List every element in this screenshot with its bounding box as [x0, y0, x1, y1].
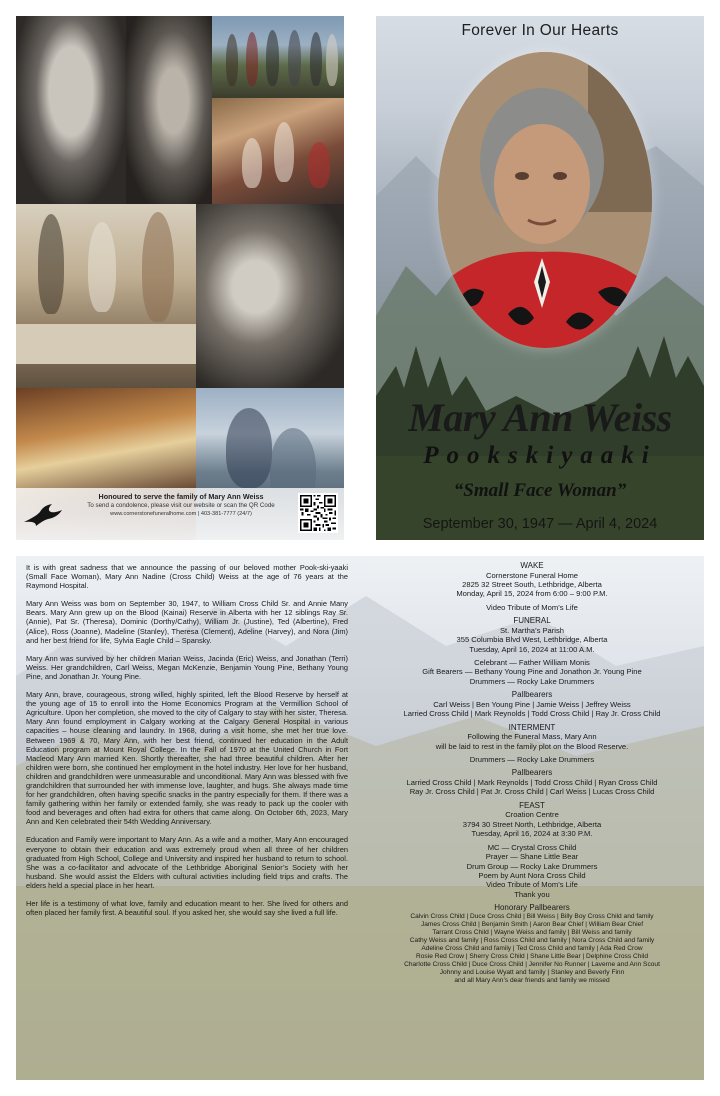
funeral-line: St. Martha’s Parish: [499, 625, 564, 635]
dove-icon: [22, 502, 64, 528]
photo-collage: [16, 16, 344, 540]
photo-family-on-bench: [212, 98, 344, 204]
interment-pallbearers-line: Larried Cross Child | Mark Reynolds | Todd Cross Child | Ryan Cross Child: [406, 778, 658, 788]
obituary-paragraph: Mary Ann, brave, courageous, strong willed, highly spirited, left the Blood Reserve by herself at the young age of 15 to enroll into the Home Economics Program at the Vermillion School of Agriculture. Upon her completion, she moved to the city of Calgary to stay with her sister, Theresa. Mary Ann found employment in Calgary working at the Calgary General Hospital in various capacities – house cleaning and laundry. In 1968, during a visit home, she met her true love. Between 1969 & 70, Mary Ann, with her best friend, continued her education in the Adult Education program at Mount Royal College. In the Fall of 1970 at the United Church in Fort Macleod Mary Ann married Ken. Shortly thereafter, she had three beautiful children. After her children were born, she continued her employment in the hotel industry. Her love for her husband, children and grandchildren were unmeasurable and unconditional. Mary Ann was blessed with five grandchildren that surrounded her with immense love, laughter, and hugs. She always made time for her grandchildren, often having specific snacks in the pantry especially for them. If there was a family gathering within her family or extended family, she was ready to pack up the cooler with food and beverages and often had extra for others that came along. On October 6th, 2023, Mary Ann and Ken celebrated their 54th Wedding Anniversary.: [26, 690, 348, 827]
program-line: Drum Group — Rocky Lake Drummers: [466, 861, 598, 871]
honorary-line: Tarrant Cross Child | Wayne Weiss and family | Bill Weiss and family: [432, 928, 632, 936]
funeral-line: 355 Columbia Blvd West, Lethbridge, Alberta: [456, 635, 608, 645]
wake-section: [368, 561, 696, 599]
pallbearers-section: [368, 690, 696, 718]
interment-line: will be laid to rest in the family plot on the Blood Reserve.: [435, 741, 629, 751]
photo-family-group-outdoors: [212, 16, 344, 98]
wake-heading: WAKE: [520, 561, 544, 570]
memorial-portrait-photo: [438, 52, 652, 348]
pallbearers-heading: Pallbearers: [511, 690, 553, 700]
program-line: Video Tribute of Mom’s Life: [486, 880, 578, 890]
obituary-page: [16, 556, 704, 1080]
feast-line: Tuesday, April 16, 2024 at 3:30 P.M.: [471, 829, 593, 839]
honorary-line: James Cross Child | Benjamin Smith | Aaron Bear Chief | William Bear Chief: [420, 920, 644, 928]
honorary-line: Calvin Cross Child | Duce Cross Child | Bill Weiss | Billy Boy Cross Child and family: [410, 912, 654, 920]
photo-young-woman-portrait: [16, 16, 126, 204]
interment-section: [368, 723, 696, 751]
photo-woman-headscarf: [126, 16, 212, 204]
honorary-line: Charlotte Cross Child | Duce Cross Child | Jennifer No Runner | Laverne and Ann Scout: [404, 961, 660, 969]
ceremony-line: Gift Bearers — Bethany Young Pine and Jonathon Jr. Young Pine: [422, 667, 642, 677]
funeral-line: Tuesday, April 16, 2024 at 11:00 A.M.: [469, 644, 595, 654]
feast-heading: FEAST: [519, 800, 545, 810]
program-line: Thank you: [514, 889, 550, 899]
condolence-title: Honoured to serve the family of Mary Ann Weiss: [98, 492, 264, 501]
honorary-line: and all Mary Ann’s dear friends and family we missed: [454, 977, 610, 985]
honorary-line: Adeline Cross Child and family | Ted Cross Child and family | Ada Red Crow: [421, 945, 643, 953]
honorary-pallbearers-section: [368, 903, 696, 985]
program-line: Poem by Aunt Nora Cross Child: [478, 870, 586, 880]
name-translation: “Small Face Woman”: [453, 480, 627, 501]
deceased-name: Mary Ann Weiss: [408, 395, 672, 440]
feast-line: Croation Centre: [505, 810, 559, 820]
service-details: [368, 561, 696, 990]
program-line: MC — Crystal Cross Child: [487, 842, 577, 852]
cover-heading: Forever In Our Hearts: [461, 22, 619, 39]
funeral-heading: FUNERAL: [513, 616, 551, 626]
funeral-section: [368, 616, 696, 654]
interment-heading: INTERMENT: [508, 722, 556, 732]
funeral-home-website[interactable]: www.cornerstonefuneralhome.com | 403-381-7777 (24/7): [110, 511, 252, 517]
interment-drummers-line: Drummers — Rocky Lake Drummers: [469, 755, 595, 765]
feast-program-section: [368, 843, 696, 899]
interment-pallbearers-line: Ray Jr. Cross Child | Pat Jr. Cross Child | Carl Weiss | Lucas Cross Child: [409, 787, 655, 797]
obituary-paragraph: It is with great sadness that we announce the passing of our beloved mother Pook-ski-yaaki (Small Face Woman), Mary Ann Nadine (Cross Child) Weiss at the age of 76 years at the Raymond Hospital.: [26, 563, 348, 591]
ceremony-line: Celebrant — Father William Monis: [474, 658, 590, 668]
interment-line: Following the Funeral Mass, Mary Ann: [467, 732, 597, 742]
interment-pallbearers-section: [368, 768, 696, 796]
wake-line: 2825 32 Street South, Lethbridge, Alberta: [462, 580, 602, 589]
condolence-banner: [16, 488, 344, 540]
feast-line: 3794 30 Street North, Lethbridge, Alberta: [462, 819, 602, 829]
photo-couple-bw: [196, 204, 344, 388]
wake-line: Cornerstone Funeral Home: [485, 570, 578, 580]
honorary-line: Rosie Red Crow | Sherry Cross Child | Shane Little Bear | Delphine Cross Child: [416, 953, 648, 961]
interment-pallbearers-heading: Pallbearers: [511, 768, 553, 778]
memorial-cover: [376, 16, 704, 540]
obituary-paragraph: Mary Ann was survived by her children Marian Weiss, Jacinda (Eric) Weiss, and Jonathan (Terri) Weiss. Her grandchildren, Carl Weiss, Megan McKenzie, Benjamin Young Pine, Bethany Young Pine, and Jonathan Jr. Young Pine.: [26, 653, 348, 681]
obituary-paragraph: Education and Family were important to Mary Ann. As a wife and a mother, Mary Ann encouraged everyone to obtain their education and was extremely proud when all three of her children graduated from High School, College and University and inspired her husband to return to school. She was a co-facilitator and advocate of the Lethbridge Aboriginal Senior’s Society with her husband. She would assist the Elders with cultural activities including field trips and crafts. The elders held a special place in her heart.: [26, 835, 348, 890]
obituary-paragraph: Her life is a testimony of what love, family and education meant to her. She lived for others and often placed her family first. A beautiful soul. If you asked her, she would say she lived a full life.: [26, 899, 348, 918]
pallbearers-line: Carl Weiss | Ben Young Pine | Jamie Weiss | Jeffrey Weiss: [433, 699, 631, 709]
pallbearers-line: Larried Cross Child | Mark Reynolds | Todd Cross Child | Ray Jr. Cross Child: [403, 709, 661, 719]
honorary-line: Cathy Weiss and family | Ross Cross Child and family | Nora Cross Child and family: [409, 937, 655, 944]
feast-section: [368, 801, 696, 839]
obituary-paragraph: Mary Ann Weiss was born on September 30, 1947, to William Cross Child Sr. and Annie Many Bears. Mary Ann grew up on the Blood (Kainai) Reserve in Alberta with her 12 siblings Ray Sr. (Annie), Pat Sr. (Theresa), Dominic (Dorthy/Cathy), William Jr. (Justine), Ted (Albertine), Fred (Alice), Ross (Joanne), Madeline (Stanley), Theresa (Clement), Adeline (Harvey), and Nora (Jim) and her best friend for life, Sylvia Eagle Child – Spansky.: [26, 599, 348, 645]
qr-code-icon[interactable]: [298, 493, 338, 533]
life-dates: September 30, 1947 — April 4, 2024: [422, 516, 658, 532]
photo-family-dinner: [16, 204, 196, 388]
honorary-pallbearers-heading: Honorary Pallbearers: [494, 903, 570, 913]
video-tribute-line: Video Tribute of Mom’s Life: [486, 602, 578, 612]
program-line: Prayer — Shane Little Bear: [485, 852, 579, 862]
ceremony-section: [368, 658, 696, 686]
wake-line: Monday, April 15, 2024 from 6:00 – 9:00 P.M.: [456, 589, 608, 599]
ceremony-line: Drummers — Rocky Lake Drummers: [469, 676, 595, 686]
honorary-line: Johnny and Louise Wyatt and family | Stanley and Beverly Finn: [439, 969, 625, 977]
blackfoot-name: Pookskiyaaki: [423, 442, 657, 469]
condolence-instructions: To send a condolence, please visit our website or scan the QR Code: [87, 502, 275, 509]
obituary-text: [26, 563, 348, 926]
